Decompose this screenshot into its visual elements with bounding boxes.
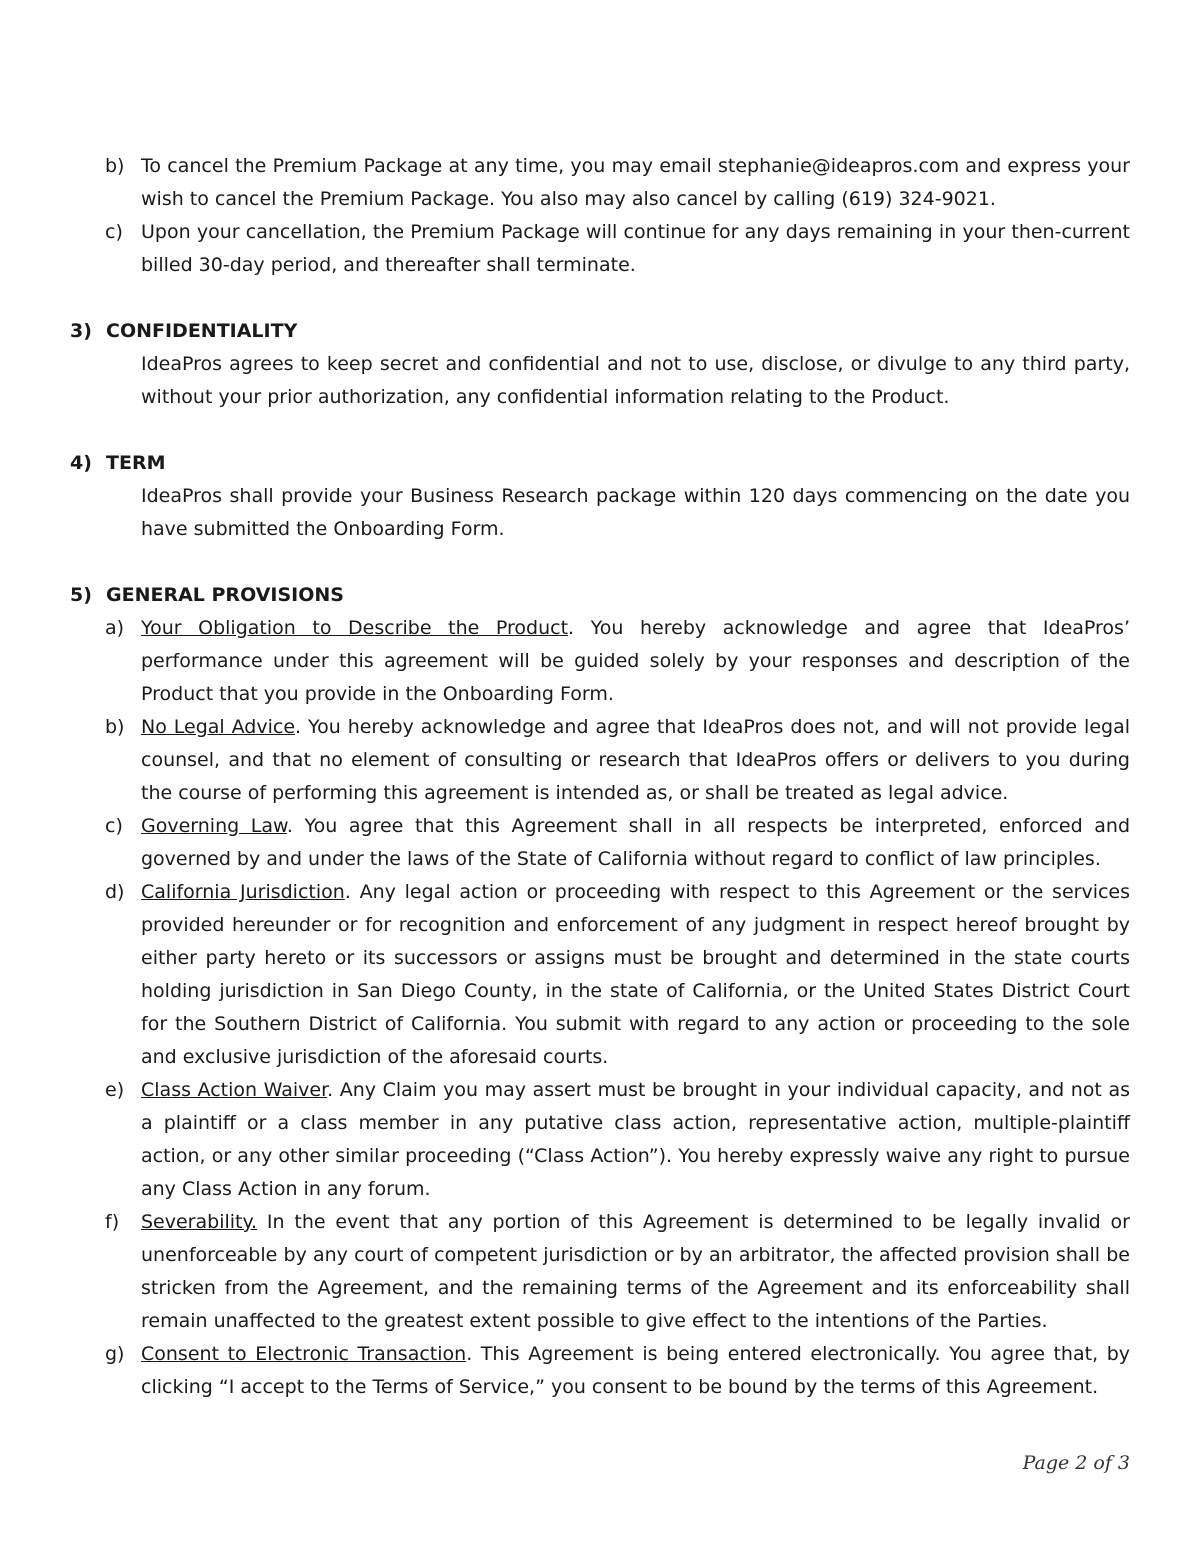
provision-text: . Any legal action or proceeding with respect to this Agreement or the services provided hereunder or for recognition and enforcement of any judgment in respect hereof brought by either party hereto or its successors or assigns must be brought and determined in the state courts holding jurisdiction in San Diego County, in the state of California, or the United States District Court for the Southern District of California. You submit with regard to any action or proceeding to the sole and exclusive jurisdiction of the aforesaid courts. (141, 881, 1131, 1068)
provision-item (70, 711, 1130, 810)
provision-text: . Any Claim you may assert must be brought in your individual capacity, and not as a plaintiff or a class member in any putative class action, representative action, multiple-plaintiff action, or any other similar proceeding (“Class Action”). You hereby expressly waive any right to pursue any Class Action in any forum. (141, 1079, 1130, 1200)
item-label: c) (105, 221, 123, 243)
item-label: e) (105, 1079, 125, 1101)
section-number: 5) (70, 584, 92, 606)
provision-heading: No Legal Advice (141, 716, 296, 738)
item-text (141, 711, 1130, 810)
provision-heading: California Jurisdiction (141, 881, 345, 903)
provision-text: . You agree that this Agreement shall in all respects be interpreted, enforced and governed by and under the laws of the State of California without regard to conflict of law principles. (141, 815, 1131, 870)
item-text (141, 612, 1130, 711)
list-item (70, 216, 1130, 282)
page-content (70, 150, 1130, 1404)
item-text (141, 876, 1130, 1074)
item-text (141, 810, 1130, 876)
provision-item (70, 1206, 1130, 1338)
item-label: b) (105, 716, 125, 738)
provision-text: . You hereby acknowledge and agree that IdeaPros does not, and will not provide legal counsel, and that no element of consulting or research that IdeaPros offers or delivers to you during the course of performing this agreement is intended as, or shall be treated as legal advice. (141, 716, 1130, 804)
section-heading-term (70, 447, 1130, 480)
item-label: a) (105, 617, 125, 639)
item-text (141, 1338, 1130, 1404)
provision-heading: Governing Law (141, 815, 287, 837)
section-number: 3) (70, 320, 92, 342)
item-label: g) (105, 1343, 125, 1365)
provision-item (70, 1074, 1130, 1206)
section-body: IdeaPros shall provide your Business Research package within 120 days commencing on the date you have submitted the Onboarding Form. (141, 485, 1130, 540)
provision-heading: Class Action Waiver (141, 1079, 328, 1101)
item-label: f) (105, 1211, 120, 1233)
provision-heading: Severability. (141, 1211, 258, 1233)
provision-item (70, 876, 1130, 1074)
provision-item (70, 810, 1130, 876)
item-label: b) (105, 155, 125, 177)
section-heading-confidentiality (70, 315, 1130, 348)
provision-text: . This Agreement is being entered electronically. You agree that, by clicking “I accept to the Terms of Service,” you consent to be bound by the terms of this Agreement. (141, 1343, 1130, 1398)
item-text (141, 1206, 1130, 1338)
item-text: To cancel the Premium Package at any time, you may email stephanie@ideapros.com and express your wish to cancel the Premium Package. You also may also cancel by calling (619) 324-9021. (141, 155, 1130, 210)
section-title: GENERAL PROVISIONS (106, 584, 344, 606)
provision-heading: Consent to Electronic Transaction (141, 1343, 467, 1365)
provision-item (70, 612, 1130, 711)
provision-text: In the event that any portion of this Agreement is determined to be legally invalid or unenforceable by any court of competent jurisdiction or by an arbitrator, the affected provision shall be stricken from the Agreement, and the remaining terms of the Agreement and its enforceability shall remain unaffected to the greatest extent possible to give effect to the intentions of the Parties. (141, 1211, 1130, 1332)
provision-text: . You hereby acknowledge and agree that IdeaPros’ performance under this agreement will be guided solely by your responses and description of the Product that you provide in the Onboarding Form. (141, 617, 1130, 705)
item-label: d) (105, 881, 125, 903)
item-text: Upon your cancellation, the Premium Package will continue for any days remaining in your then-current billed 30-day period, and thereafter shall terminate. (141, 221, 1130, 276)
item-label: c) (105, 815, 123, 837)
section-heading-general-provisions (70, 579, 1130, 612)
provision-heading: Your Obligation to Describe the Product (141, 617, 569, 639)
section-body: IdeaPros agrees to keep secret and confidential and not to use, disclose, or divulge to any third party, without your prior authorization, any confidential information relating to the Product. (141, 353, 1130, 408)
section-number: 4) (70, 452, 92, 474)
list-item (70, 150, 1130, 216)
section-title: TERM (106, 452, 166, 474)
section-title: CONFIDENTIALITY (106, 320, 298, 342)
item-text (141, 1074, 1130, 1206)
provision-item (70, 1338, 1130, 1404)
page-number: Page 2 of 3 (1022, 1452, 1130, 1474)
